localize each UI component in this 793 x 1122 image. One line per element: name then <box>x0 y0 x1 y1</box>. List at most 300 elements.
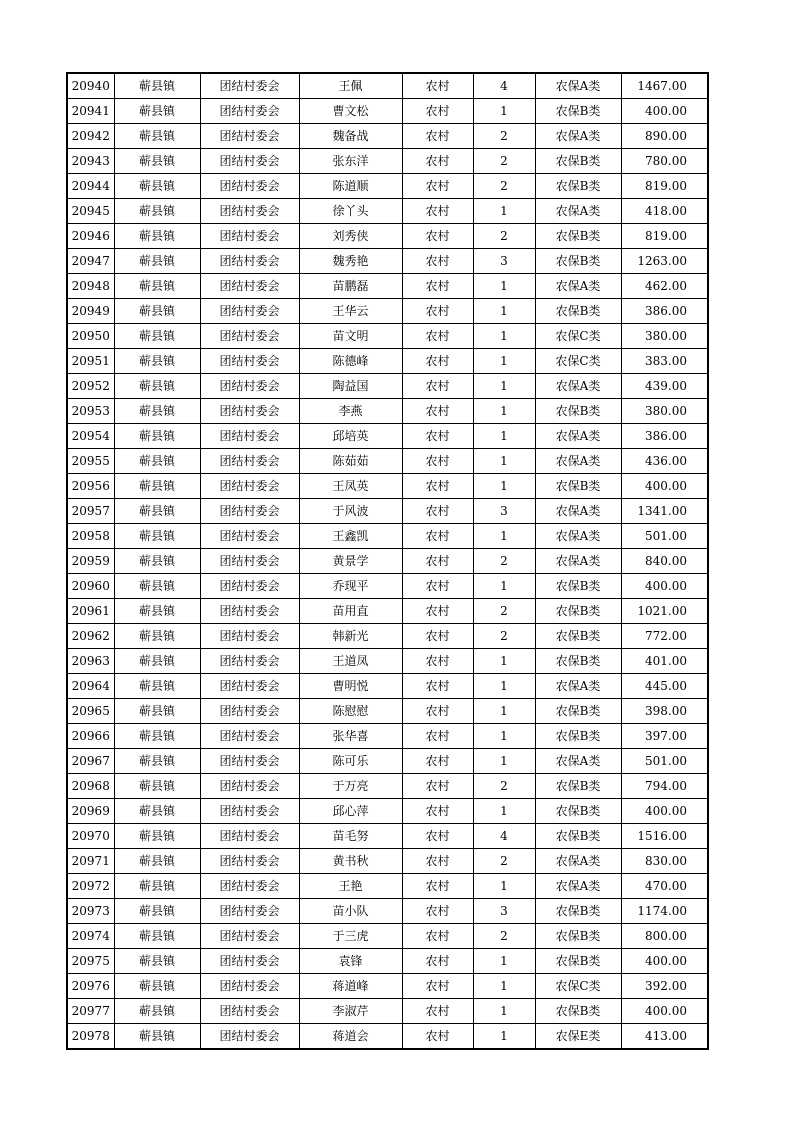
table-row <box>67 999 708 1024</box>
insurance-class-cell: 农保B类 <box>535 949 621 974</box>
area-type-cell: 农村 <box>402 774 473 799</box>
person-name-cell: 李燕 <box>299 399 402 424</box>
row-id-cell: 20968 <box>67 774 114 799</box>
town-cell: 蕲县镇 <box>114 699 200 724</box>
town-cell: 蕲县镇 <box>114 73 200 99</box>
amount-cell: 401.00 <box>621 649 708 674</box>
table-row <box>67 424 708 449</box>
insurance-class-cell: 农保A类 <box>535 674 621 699</box>
village-committee-cell: 团结村委会 <box>200 99 299 124</box>
town-cell: 蕲县镇 <box>114 949 200 974</box>
town-cell: 蕲县镇 <box>114 774 200 799</box>
household-size-cell: 1 <box>473 199 535 224</box>
town-cell: 蕲县镇 <box>114 724 200 749</box>
person-name-cell: 韩新光 <box>299 624 402 649</box>
person-name-cell: 曹文松 <box>299 99 402 124</box>
insurance-class-cell: 农保A类 <box>535 449 621 474</box>
household-size-cell: 3 <box>473 899 535 924</box>
village-committee-cell: 团结村委会 <box>200 224 299 249</box>
village-committee-cell: 团结村委会 <box>200 73 299 99</box>
table-row <box>67 599 708 624</box>
row-id-cell: 20957 <box>67 499 114 524</box>
insurance-class-cell: 农保B类 <box>535 624 621 649</box>
row-id-cell: 20953 <box>67 399 114 424</box>
village-committee-cell: 团结村委会 <box>200 749 299 774</box>
village-committee-cell: 团结村委会 <box>200 999 299 1024</box>
row-id-cell: 20960 <box>67 574 114 599</box>
town-cell: 蕲县镇 <box>114 224 200 249</box>
village-committee-cell: 团结村委会 <box>200 674 299 699</box>
village-committee-cell: 团结村委会 <box>200 199 299 224</box>
village-committee-cell: 团结村委会 <box>200 424 299 449</box>
town-cell: 蕲县镇 <box>114 299 200 324</box>
town-cell: 蕲县镇 <box>114 924 200 949</box>
insurance-class-cell: 农保A类 <box>535 374 621 399</box>
amount-cell: 418.00 <box>621 199 708 224</box>
area-type-cell: 农村 <box>402 224 473 249</box>
amount-cell: 400.00 <box>621 474 708 499</box>
insurance-class-cell: 农保B类 <box>535 724 621 749</box>
person-name-cell: 王凤英 <box>299 474 402 499</box>
table-row <box>67 1024 708 1050</box>
village-committee-cell: 团结村委会 <box>200 724 299 749</box>
table-row <box>67 799 708 824</box>
person-name-cell: 乔现平 <box>299 574 402 599</box>
insurance-class-cell: 农保A类 <box>535 524 621 549</box>
table-row <box>67 699 708 724</box>
household-size-cell: 2 <box>473 224 535 249</box>
row-id-cell: 20972 <box>67 874 114 899</box>
insurance-class-cell: 农保B类 <box>535 99 621 124</box>
area-type-cell: 农村 <box>402 174 473 199</box>
village-committee-cell: 团结村委会 <box>200 449 299 474</box>
area-type-cell: 农村 <box>402 499 473 524</box>
insurance-class-cell: 农保B类 <box>535 299 621 324</box>
row-id-cell: 20975 <box>67 949 114 974</box>
household-size-cell: 1 <box>473 574 535 599</box>
town-cell: 蕲县镇 <box>114 349 200 374</box>
row-id-cell: 20952 <box>67 374 114 399</box>
row-id-cell: 20966 <box>67 724 114 749</box>
household-size-cell: 3 <box>473 249 535 274</box>
village-committee-cell: 团结村委会 <box>200 924 299 949</box>
table-row <box>67 549 708 574</box>
person-name-cell: 蒋道峰 <box>299 974 402 999</box>
insurance-class-cell: 农保A类 <box>535 199 621 224</box>
amount-cell: 1263.00 <box>621 249 708 274</box>
amount-cell: 800.00 <box>621 924 708 949</box>
person-name-cell: 邱培英 <box>299 424 402 449</box>
amount-cell: 1341.00 <box>621 499 708 524</box>
amount-cell: 1021.00 <box>621 599 708 624</box>
village-committee-cell: 团结村委会 <box>200 574 299 599</box>
row-id-cell: 20962 <box>67 624 114 649</box>
town-cell: 蕲县镇 <box>114 499 200 524</box>
village-committee-cell: 团结村委会 <box>200 949 299 974</box>
table-body <box>67 73 708 1049</box>
village-committee-cell: 团结村委会 <box>200 599 299 624</box>
area-type-cell: 农村 <box>402 324 473 349</box>
household-size-cell: 2 <box>473 624 535 649</box>
row-id-cell: 20944 <box>67 174 114 199</box>
amount-cell: 397.00 <box>621 724 708 749</box>
amount-cell: 386.00 <box>621 299 708 324</box>
area-type-cell: 农村 <box>402 624 473 649</box>
amount-cell: 462.00 <box>621 274 708 299</box>
amount-cell: 380.00 <box>621 324 708 349</box>
person-name-cell: 陈道顺 <box>299 174 402 199</box>
row-id-cell: 20961 <box>67 599 114 624</box>
village-committee-cell: 团结村委会 <box>200 499 299 524</box>
insurance-class-cell: 农保B类 <box>535 249 621 274</box>
town-cell: 蕲县镇 <box>114 824 200 849</box>
town-cell: 蕲县镇 <box>114 199 200 224</box>
amount-cell: 501.00 <box>621 524 708 549</box>
table-row <box>67 574 708 599</box>
village-committee-cell: 团结村委会 <box>200 624 299 649</box>
insurance-class-cell: 农保A类 <box>535 73 621 99</box>
record-table <box>66 72 709 1050</box>
village-committee-cell: 团结村委会 <box>200 374 299 399</box>
row-id-cell: 20940 <box>67 73 114 99</box>
row-id-cell: 20974 <box>67 924 114 949</box>
table-row <box>67 73 708 99</box>
person-name-cell: 陈德峰 <box>299 349 402 374</box>
village-committee-cell: 团结村委会 <box>200 249 299 274</box>
amount-cell: 819.00 <box>621 224 708 249</box>
row-id-cell: 20950 <box>67 324 114 349</box>
table-row <box>67 524 708 549</box>
area-type-cell: 农村 <box>402 824 473 849</box>
amount-cell: 386.00 <box>621 424 708 449</box>
table-row <box>67 399 708 424</box>
row-id-cell: 20976 <box>67 974 114 999</box>
area-type-cell: 农村 <box>402 549 473 574</box>
town-cell: 蕲县镇 <box>114 849 200 874</box>
insurance-class-cell: 农保B类 <box>535 474 621 499</box>
insurance-class-cell: 农保A类 <box>535 274 621 299</box>
village-committee-cell: 团结村委会 <box>200 299 299 324</box>
insurance-class-cell: 农保B类 <box>535 899 621 924</box>
insurance-class-cell: 农保A类 <box>535 749 621 774</box>
person-name-cell: 曹明悦 <box>299 674 402 699</box>
village-committee-cell: 团结村委会 <box>200 474 299 499</box>
table-row <box>67 199 708 224</box>
household-size-cell: 2 <box>473 924 535 949</box>
row-id-cell: 20951 <box>67 349 114 374</box>
insurance-class-cell: 农保B类 <box>535 999 621 1024</box>
row-id-cell: 20945 <box>67 199 114 224</box>
household-size-cell: 4 <box>473 73 535 99</box>
village-committee-cell: 团结村委会 <box>200 824 299 849</box>
insurance-class-cell: 农保C类 <box>535 974 621 999</box>
amount-cell: 445.00 <box>621 674 708 699</box>
row-id-cell: 20959 <box>67 549 114 574</box>
row-id-cell: 20955 <box>67 449 114 474</box>
area-type-cell: 农村 <box>402 649 473 674</box>
area-type-cell: 农村 <box>402 799 473 824</box>
town-cell: 蕲县镇 <box>114 674 200 699</box>
amount-cell: 470.00 <box>621 874 708 899</box>
town-cell: 蕲县镇 <box>114 549 200 574</box>
table-row <box>67 874 708 899</box>
person-name-cell: 刘秀侠 <box>299 224 402 249</box>
table-row <box>67 249 708 274</box>
row-id-cell: 20956 <box>67 474 114 499</box>
area-type-cell: 农村 <box>402 674 473 699</box>
area-type-cell: 农村 <box>402 299 473 324</box>
area-type-cell: 农村 <box>402 874 473 899</box>
town-cell: 蕲县镇 <box>114 474 200 499</box>
person-name-cell: 苗小队 <box>299 899 402 924</box>
amount-cell: 392.00 <box>621 974 708 999</box>
table-row <box>67 674 708 699</box>
area-type-cell: 农村 <box>402 249 473 274</box>
insurance-class-cell: 农保B类 <box>535 699 621 724</box>
table-row <box>67 774 708 799</box>
amount-cell: 383.00 <box>621 349 708 374</box>
village-committee-cell: 团结村委会 <box>200 124 299 149</box>
household-size-cell: 1 <box>473 424 535 449</box>
village-committee-cell: 团结村委会 <box>200 699 299 724</box>
amount-cell: 830.00 <box>621 849 708 874</box>
area-type-cell: 农村 <box>402 899 473 924</box>
person-name-cell: 陈茹茹 <box>299 449 402 474</box>
row-id-cell: 20970 <box>67 824 114 849</box>
household-size-cell: 1 <box>473 974 535 999</box>
town-cell: 蕲县镇 <box>114 124 200 149</box>
table-row <box>67 224 708 249</box>
village-committee-cell: 团结村委会 <box>200 974 299 999</box>
village-committee-cell: 团结村委会 <box>200 349 299 374</box>
row-id-cell: 20943 <box>67 149 114 174</box>
household-size-cell: 1 <box>473 874 535 899</box>
amount-cell: 400.00 <box>621 99 708 124</box>
area-type-cell: 农村 <box>402 974 473 999</box>
area-type-cell: 农村 <box>402 149 473 174</box>
person-name-cell: 张华喜 <box>299 724 402 749</box>
household-size-cell: 2 <box>473 849 535 874</box>
area-type-cell: 农村 <box>402 374 473 399</box>
area-type-cell: 农村 <box>402 1024 473 1050</box>
household-size-cell: 1 <box>473 349 535 374</box>
amount-cell: 400.00 <box>621 949 708 974</box>
area-type-cell: 农村 <box>402 274 473 299</box>
area-type-cell: 农村 <box>402 124 473 149</box>
household-size-cell: 1 <box>473 274 535 299</box>
person-name-cell: 陈慰慰 <box>299 699 402 724</box>
insurance-class-cell: 农保C类 <box>535 349 621 374</box>
insurance-class-cell: 农保A类 <box>535 499 621 524</box>
town-cell: 蕲县镇 <box>114 324 200 349</box>
amount-cell: 1467.00 <box>621 73 708 99</box>
area-type-cell: 农村 <box>402 949 473 974</box>
amount-cell: 890.00 <box>621 124 708 149</box>
insurance-class-cell: 农保A类 <box>535 549 621 574</box>
person-name-cell: 李淑芹 <box>299 999 402 1024</box>
town-cell: 蕲县镇 <box>114 449 200 474</box>
amount-cell: 398.00 <box>621 699 708 724</box>
insurance-class-cell: 农保E类 <box>535 1024 621 1050</box>
area-type-cell: 农村 <box>402 599 473 624</box>
household-size-cell: 2 <box>473 774 535 799</box>
village-committee-cell: 团结村委会 <box>200 549 299 574</box>
household-size-cell: 1 <box>473 99 535 124</box>
table-row <box>67 124 708 149</box>
row-id-cell: 20942 <box>67 124 114 149</box>
amount-cell: 840.00 <box>621 549 708 574</box>
amount-cell: 772.00 <box>621 624 708 649</box>
town-cell: 蕲县镇 <box>114 99 200 124</box>
village-committee-cell: 团结村委会 <box>200 899 299 924</box>
village-committee-cell: 团结村委会 <box>200 649 299 674</box>
amount-cell: 400.00 <box>621 574 708 599</box>
person-name-cell: 苗文明 <box>299 324 402 349</box>
insurance-class-cell: 农保B类 <box>535 399 621 424</box>
row-id-cell: 20963 <box>67 649 114 674</box>
household-size-cell: 1 <box>473 324 535 349</box>
insurance-class-cell: 农保A类 <box>535 849 621 874</box>
village-committee-cell: 团结村委会 <box>200 149 299 174</box>
town-cell: 蕲县镇 <box>114 799 200 824</box>
person-name-cell: 王道凤 <box>299 649 402 674</box>
area-type-cell: 农村 <box>402 349 473 374</box>
area-type-cell: 农村 <box>402 699 473 724</box>
village-committee-cell: 团结村委会 <box>200 399 299 424</box>
person-name-cell: 蒋道会 <box>299 1024 402 1050</box>
area-type-cell: 农村 <box>402 724 473 749</box>
row-id-cell: 20958 <box>67 524 114 549</box>
amount-cell: 819.00 <box>621 174 708 199</box>
person-name-cell: 王佩 <box>299 73 402 99</box>
table-row <box>67 374 708 399</box>
town-cell: 蕲县镇 <box>114 749 200 774</box>
insurance-class-cell: 农保A类 <box>535 424 621 449</box>
area-type-cell: 农村 <box>402 99 473 124</box>
household-size-cell: 1 <box>473 949 535 974</box>
town-cell: 蕲县镇 <box>114 649 200 674</box>
person-name-cell: 魏秀艳 <box>299 249 402 274</box>
town-cell: 蕲县镇 <box>114 574 200 599</box>
person-name-cell: 黄景学 <box>299 549 402 574</box>
table-row <box>67 974 708 999</box>
table-row <box>67 324 708 349</box>
table-row <box>67 949 708 974</box>
town-cell: 蕲县镇 <box>114 999 200 1024</box>
person-name-cell: 苗用直 <box>299 599 402 624</box>
village-committee-cell: 团结村委会 <box>200 874 299 899</box>
person-name-cell: 张东洋 <box>299 149 402 174</box>
insurance-class-cell: 农保B类 <box>535 649 621 674</box>
household-size-cell: 3 <box>473 499 535 524</box>
person-name-cell: 徐丫头 <box>299 199 402 224</box>
area-type-cell: 农村 <box>402 849 473 874</box>
area-type-cell: 农村 <box>402 449 473 474</box>
insurance-class-cell: 农保B类 <box>535 224 621 249</box>
area-type-cell: 农村 <box>402 999 473 1024</box>
village-committee-cell: 团结村委会 <box>200 324 299 349</box>
row-id-cell: 20948 <box>67 274 114 299</box>
row-id-cell: 20954 <box>67 424 114 449</box>
person-name-cell: 袁锋 <box>299 949 402 974</box>
person-name-cell: 于风波 <box>299 499 402 524</box>
row-id-cell: 20965 <box>67 699 114 724</box>
household-size-cell: 4 <box>473 824 535 849</box>
row-id-cell: 20978 <box>67 1024 114 1050</box>
insurance-class-cell: 农保A类 <box>535 874 621 899</box>
amount-cell: 780.00 <box>621 149 708 174</box>
area-type-cell: 农村 <box>402 73 473 99</box>
village-committee-cell: 团结村委会 <box>200 274 299 299</box>
household-size-cell: 1 <box>473 649 535 674</box>
amount-cell: 413.00 <box>621 1024 708 1050</box>
village-committee-cell: 团结村委会 <box>200 799 299 824</box>
town-cell: 蕲县镇 <box>114 599 200 624</box>
amount-cell: 439.00 <box>621 374 708 399</box>
household-size-cell: 1 <box>473 699 535 724</box>
household-size-cell: 1 <box>473 749 535 774</box>
table-row <box>67 849 708 874</box>
table-row <box>67 99 708 124</box>
person-name-cell: 陶益国 <box>299 374 402 399</box>
area-type-cell: 农村 <box>402 199 473 224</box>
household-size-cell: 1 <box>473 724 535 749</box>
table-row <box>67 724 708 749</box>
person-name-cell: 陈可乐 <box>299 749 402 774</box>
amount-cell: 1516.00 <box>621 824 708 849</box>
amount-cell: 400.00 <box>621 799 708 824</box>
row-id-cell: 20971 <box>67 849 114 874</box>
row-id-cell: 20941 <box>67 99 114 124</box>
row-id-cell: 20977 <box>67 999 114 1024</box>
household-size-cell: 1 <box>473 449 535 474</box>
village-committee-cell: 团结村委会 <box>200 174 299 199</box>
insurance-class-cell: 农保B类 <box>535 574 621 599</box>
table-row <box>67 299 708 324</box>
household-size-cell: 2 <box>473 599 535 624</box>
household-size-cell: 1 <box>473 399 535 424</box>
area-type-cell: 农村 <box>402 749 473 774</box>
village-committee-cell: 团结村委会 <box>200 1024 299 1050</box>
area-type-cell: 农村 <box>402 924 473 949</box>
household-size-cell: 1 <box>473 299 535 324</box>
insurance-class-cell: 农保B类 <box>535 599 621 624</box>
insurance-class-cell: 农保B类 <box>535 149 621 174</box>
town-cell: 蕲县镇 <box>114 974 200 999</box>
person-name-cell: 魏备战 <box>299 124 402 149</box>
insurance-class-cell: 农保C类 <box>535 324 621 349</box>
household-size-cell: 1 <box>473 999 535 1024</box>
table-row <box>67 624 708 649</box>
amount-cell: 794.00 <box>621 774 708 799</box>
table-row <box>67 449 708 474</box>
table-row <box>67 499 708 524</box>
town-cell: 蕲县镇 <box>114 149 200 174</box>
insurance-class-cell: 农保B类 <box>535 174 621 199</box>
town-cell: 蕲县镇 <box>114 874 200 899</box>
insurance-class-cell: 农保B类 <box>535 824 621 849</box>
household-size-cell: 1 <box>473 374 535 399</box>
table-row <box>67 899 708 924</box>
town-cell: 蕲县镇 <box>114 399 200 424</box>
row-id-cell: 20946 <box>67 224 114 249</box>
town-cell: 蕲县镇 <box>114 524 200 549</box>
person-name-cell: 邱心萍 <box>299 799 402 824</box>
insurance-class-cell: 农保B类 <box>535 924 621 949</box>
insurance-class-cell: 农保B类 <box>535 774 621 799</box>
table-row <box>67 649 708 674</box>
household-size-cell: 2 <box>473 124 535 149</box>
